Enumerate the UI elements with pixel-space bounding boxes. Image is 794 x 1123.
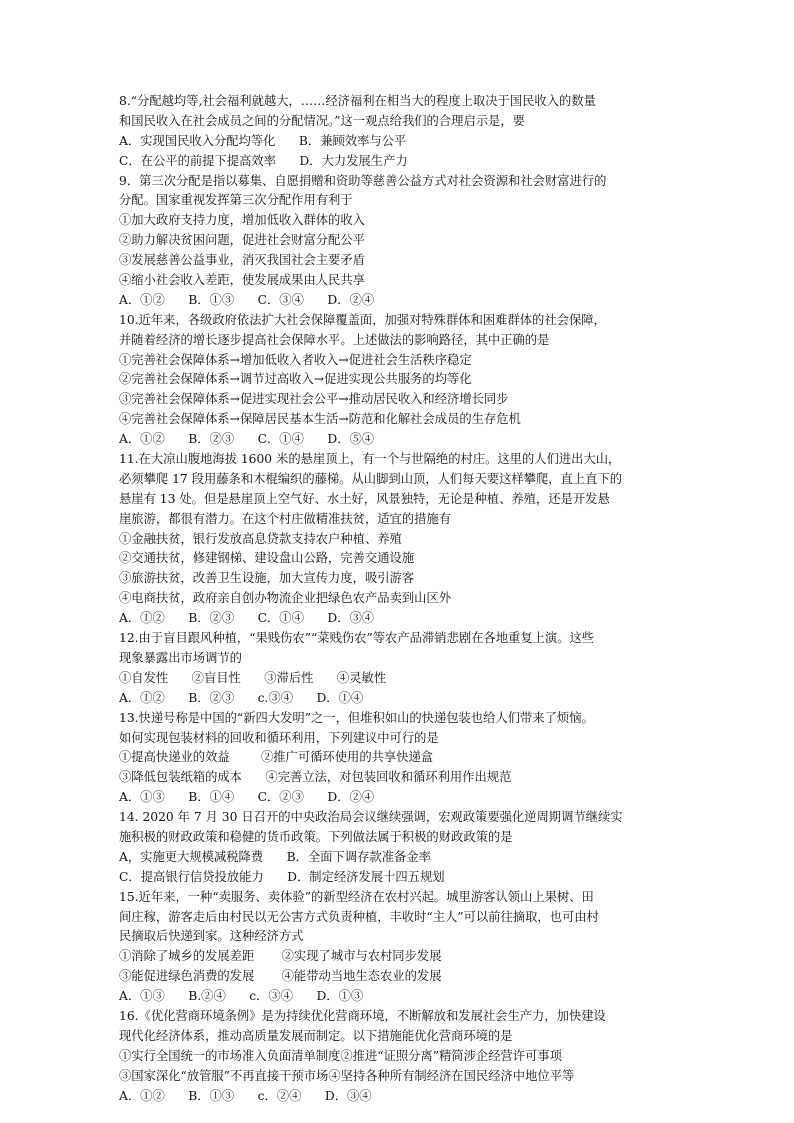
statement-item: ①自发性 ②盲目性 ③滞后性 ④灵敏性: [119, 670, 387, 685]
answer-options: C．提高银行信贷投放能力 D．制定经济发展十四五规划: [119, 869, 445, 884]
question-16: [119, 1007, 675, 1106]
question-9: [119, 172, 675, 311]
question-text-line: 15.近年来，一种“卖服务、卖体验”的新型经济在农村兴起。城里游客认领山上果树、田: [119, 889, 594, 904]
exam-page: [119, 92, 675, 1106]
statement-item: ③国家深化“放管服”不再直接干预市场④坚持各种所有制经济在国民经济中地位平等: [119, 1068, 575, 1083]
answer-options: A．①② B．②③ C．①④ D．⑤④: [119, 432, 375, 447]
statement-item: ③发展慈善公益事业，消灭我国社会主要矛盾: [119, 253, 365, 268]
question-13: [119, 709, 675, 808]
answer-options: C．在公平的前提下提高效率 D．大力发展生产力: [119, 153, 408, 168]
question-14: [119, 808, 675, 888]
question-text-line: 9．第三次分配是指以募集、自愿捐赠和资助等慈善公益方式对社会资源和社会财富进行的: [119, 173, 607, 188]
statement-item: ③旅游扶贫，改善卫生设施，加大宣传力度，吸引游客: [119, 571, 415, 586]
statement-item: ③能促进绿色消费的发展 ④能带动当地生态农业的发展: [119, 969, 442, 984]
question-text-line: 施积极的财政政策和稳健的货币政策。下列做法属于积极的财政政策的是: [119, 829, 513, 844]
statement-item: ②交通扶贫，修建钢梯、建设盘山公路，完善交通设施: [119, 551, 415, 566]
statement-item: ③降低包装纸箱的成本 ④完善立法，对包装回收和循环利用作出规范: [119, 770, 512, 785]
question-text-line: 崖旅游，都很有潜力。在这个村庄做精准扶贫，适宜的措施有: [119, 511, 452, 526]
question-text-line: 12.由于盲目跟风种植，“果贱伤农”“菜贱伤农”等农产品滞销悲剧在各地重复上演。这些: [119, 631, 595, 646]
question-text-line: 并随着经济的增长逐步提高社会保障水平。上述做法的影响路径，其中正确的是: [119, 332, 550, 347]
statement-item: ①加大政府支持力度，增加低收入群体的收入: [119, 213, 365, 228]
statement-item: ②助力解决贫困问题，促进社会财富分配公平: [119, 233, 365, 248]
question-text-line: 11.在大凉山腹地海拔 1600 米的悬崖顶上，有一个与世隔绝的村庄。这里的人们进出大山，: [119, 452, 621, 467]
question-text-line: 民摘取后快递到家。这种经济方式: [119, 929, 304, 944]
question-text-line: 13.快递号称是中国的“新四大发明”之一，但堆积如山的快递包装也给人们带来了烦恼。: [119, 710, 594, 725]
answer-options: A．实现国民收入分配均等化 B．兼顾效率与公平: [119, 133, 407, 148]
statement-item: ④完善社会保障体系→保障居民基本生活→防范和化解社会成员的生存危机: [119, 412, 521, 427]
question-11: [119, 450, 675, 629]
statement-item: ①消除了城乡的发展差距 ②实现了城市与农村同步发展: [119, 949, 442, 964]
question-12: [119, 629, 675, 709]
answer-options: A．①② B．①③ c．②④ D．③④: [119, 1088, 372, 1103]
statement-item: ①实行全国统一的市场准入负面清单制度②推进“证照分离”精简涉企经营许可事项: [119, 1048, 562, 1063]
answer-options: A．①② B．②③ c.③④ D．①④: [119, 690, 364, 705]
statement-item: ②完善社会保障体系→调节过高收入→促进实现公共服务的均等化: [119, 372, 472, 387]
question-8: [119, 92, 675, 172]
statement-item: ④缩小社会收入差距，使发展成果由人民共享: [119, 273, 365, 288]
question-text-line: 10.近年来，各级政府依法扩大社会保障覆盖面，加强对特殊群体和困难群体的社会保障，: [119, 312, 606, 327]
statement-item: ①完善社会保障体系→增加低收入者收入→促进社会生活秩序稳定: [119, 352, 472, 367]
statement-item: ③完善社会保障体系→促进实现社会公平→推动居民收入和经济增长同步: [119, 392, 509, 407]
question-text-line: 8.“分配越均等,社会福利就越大，……经济福利在相当大的程度上取决于国民收入的数量: [119, 94, 596, 108]
question-text-line: 分配。国家重视发挥第三次分配作用有利于: [119, 193, 353, 208]
answer-options: A．①③ B．①④ C．②③ D．②④: [119, 790, 375, 805]
question-text-line: 和国民收入在社会成员之间的分配情况。”这一观点给我们的合理启示是，要: [119, 113, 525, 128]
question-10: [119, 311, 675, 450]
answer-options: A，实施更大规模减税降费 B．全面下调存款准备金率: [119, 849, 431, 864]
answer-options: A．①③ B.②④ c．③④ D．①③: [119, 989, 364, 1004]
statement-item: ①提高快递业的效益 ②推广可循环使用的共享快递盒: [119, 750, 434, 765]
question-text-line: 必须攀爬 17 段用藤条和木棍编织的藤梯。从山脚到山顶，人们每天要这样攀爬，直上直下的: [119, 471, 623, 486]
statement-item: ①金融扶贫，银行发放高息贷款支持农户种植、养殖: [119, 531, 402, 546]
question-text-line: 间庄稼，游客走后由村民以无公害方式负责种植，丰收时“主人”可以前往摘取，也可由村: [119, 909, 599, 924]
question-15: [119, 888, 675, 1007]
question-text-line: 悬崖有 13 处。但是悬崖顶上空气好、水土好，风景独特，无论是种植、养殖，还是开发悬: [119, 491, 610, 506]
question-text-line: 现象暴露出市场调节的: [119, 650, 242, 665]
answer-options: A．①② B．①③ C．③④ D．②④: [119, 292, 375, 307]
question-text-line: 14. 2020 年 7 月 30 日召开的中央政治局会议继续强调，宏观政策要强化逆周期调节继续实: [119, 810, 623, 825]
answer-options: A．①② B．②③ C．①④ D．③④: [119, 611, 375, 626]
question-text-line: 现代化经济体系，推动高质量发展而制定。以下措施能优化营商环境的是: [119, 1028, 513, 1043]
question-text-line: 16.《优化营商环境条例》是为持续优化营商环境，不断解放和发展社会生产力，加快建设: [119, 1008, 606, 1023]
statement-item: ④电商扶贫，政府亲自创办物流企业把绿色农产品卖到山区外: [119, 591, 452, 606]
question-text-line: 如何实现包装材料的回收和循环利用，下列建议中可行的是: [119, 730, 439, 745]
